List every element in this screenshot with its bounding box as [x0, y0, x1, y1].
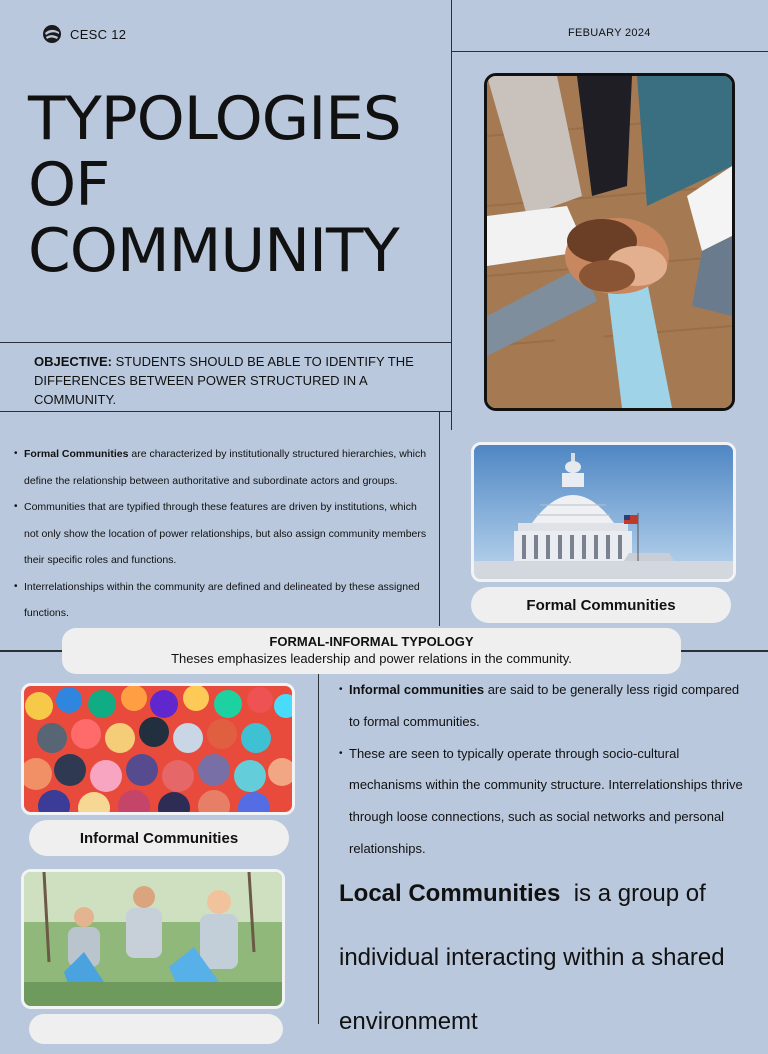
- list-item: • These are seen to typically operate through socio-cultural mechanisms within the community structure. Interrelationships thrive through loose connections, such as social networks and personal relationships.: [339, 738, 749, 865]
- crowd-illustration-photo: [21, 683, 295, 815]
- typology-banner: [62, 628, 681, 674]
- list-item: • Informal communities are said to be generally less rigid compared to formal communities.: [339, 674, 749, 738]
- page-title: TYPOLOGIES OF COMMUNITY: [28, 84, 401, 286]
- typology-subtitle: Theses emphasizes leadership and power relations in the community.: [171, 651, 572, 666]
- divider: [0, 342, 451, 343]
- divider: [0, 411, 451, 412]
- objective: [34, 352, 434, 409]
- brand-name: CESC 12: [70, 26, 127, 42]
- typology-title: FORMAL-INFORMAL TYPOLOGY: [269, 634, 474, 649]
- capitol-illustration: [474, 445, 733, 579]
- formal-communities-caption: Formal Communities: [471, 587, 731, 623]
- local-communities-definition: [339, 862, 759, 1054]
- issue-date: FEBUARY 2024: [568, 27, 651, 39]
- hands-illustration: [487, 76, 732, 408]
- volunteers-photo: [21, 869, 285, 1009]
- divider: [452, 51, 768, 52]
- capitol-building-photo: [471, 442, 736, 582]
- informal-bullet-list: [339, 674, 749, 865]
- hands-together-photo: [484, 73, 735, 411]
- swirl-logo-icon: [42, 24, 62, 44]
- objective-text: STUDENTS SHOULD BE ABLE TO IDENTIFY THE DIFFERENCES BETWEEN POWER STRUCTURED IN A COMMUNITY.: [34, 354, 414, 407]
- volunteers-illustration: [24, 872, 282, 1006]
- local-communities-term: Local Communities: [339, 880, 561, 907]
- local-communities-text: is a group of individual interacting within a shared environmemt: [339, 880, 732, 1035]
- divider: [318, 651, 319, 1024]
- divider: [439, 412, 440, 626]
- list-item: • Communities that are typified through these features are driven by institutions, which not only show the location of power relationships, but also assign community members their specific roles and functions.: [14, 494, 432, 574]
- crowd-illustration: [24, 686, 292, 812]
- bottom-caption-pill: [29, 1014, 283, 1044]
- formal-bullet-list: [14, 441, 432, 627]
- informal-communities-caption: Informal Communities: [29, 820, 289, 856]
- list-item: • Interrelationships within the community are defined and delineated by these assigned functions.: [14, 574, 432, 627]
- brand-logo: [42, 24, 126, 44]
- objective-label: OBJECTIVE:: [34, 354, 113, 369]
- list-item: • Formal Communities are characterized by institutionally structured hierarchies, which define the relationship between authoritative and subordinate actors and groups.: [14, 441, 432, 494]
